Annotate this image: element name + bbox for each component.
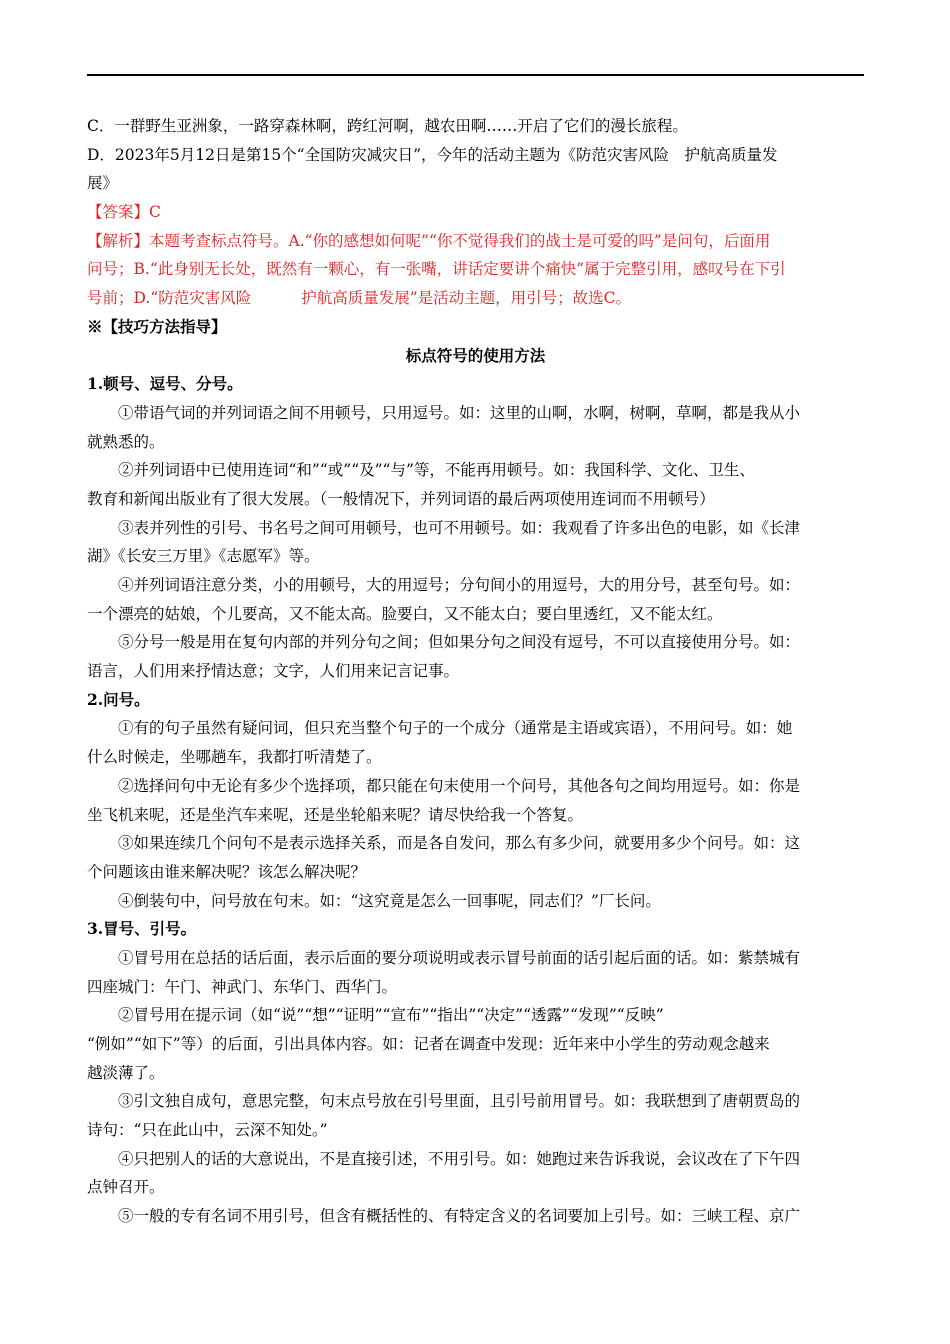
section-1-rule-2-line1: ②并列词语中已使用连词“和”“或”“及”“与”等，不能再用顿号。如：我国科学、文化、卫生、: [118, 461, 755, 480]
section-1-rule-4-line2: 一个漂亮的姑娘，个儿要高，又不能太高。脸要白，又不能太白；要白里透红，又不能太红。: [87, 604, 723, 623]
analysis-line3-part1: 号前；D.“防范灾害风险: [87, 289, 252, 308]
section-title: 标点符号的使用方法: [405, 345, 546, 365]
section-1-rule-5-line2: 语言，人们用来抒情达意；文字，人们用来记言记事。: [87, 662, 460, 681]
section-3-rule-2-line1: ②冒号用在提示词（如“说”“想”“证明”“宣布”“指出”“决定”“透露”“发现”“反映”: [118, 1006, 664, 1025]
option-d-line1: D．2023年5月12日是第15个“全国防灾减灾日”，今年的活动主题为《防范灾害风险 护航高质量发: [87, 145, 778, 164]
section-2-rule-4-line1: ④倒装句中，问号放在句末。如：“这究竟是怎么一回事呢，同志们？”厂长问。: [118, 891, 661, 910]
answer-value: C: [149, 203, 161, 222]
section-1-rule-4-line1: ④并列词语注意分类，小的用顿号，大的用逗号；分句间小的用逗号，大的用分号，甚至句号。如：: [118, 576, 801, 594]
answer-label: 【答案】: [87, 203, 150, 222]
option-c: C．一群野生亚洲象，一路穿森林啊，跨红河啊，越农田啊……开启了它们的漫长旅程。: [87, 117, 688, 135]
analysis-label: 【解析】: [87, 231, 150, 250]
guide-heading: ※【技巧方法指导】: [87, 316, 227, 336]
section-2-rule-2-line1: ②选择问句中无论有多少个选择项，都只能在句末使用一个问号，其他各句之间均用逗号。如：你是: [118, 776, 801, 795]
section-1-rule-3-line1: ③表并列性的引号、书名号之间可用顿号，也可不用顿号。如：我观看了许多出色的电影，如《长津: [118, 518, 801, 537]
analysis-line2: 问号；B.“此身别无长处，既然有一颗心，有一张嘴，讲话定要讲个痛快”属于完整引用，感叹号在下引: [87, 260, 786, 279]
section-3-heading: 3.冒号、引号。: [87, 919, 197, 939]
section-2-rule-1-line1: ①有的句子虽然有疑问词，但只充当整个句子的一个成分（通常是主语或宾语），不用问号。如：她: [118, 719, 793, 738]
section-1-rule-2-line2: 教育和新闻出版业有了很大发展。（一般情况下，并列词语的最后两项使用连词而不用顿号）: [87, 489, 715, 508]
section-3-rule-4-line2: 点钟召开。: [87, 1178, 165, 1197]
section-3-rule-3-line2: 诗句：“只在此山中，云深不知处。”: [87, 1121, 328, 1140]
section-1-rule-1-line2: 就熟悉的。: [87, 432, 165, 451]
section-2-heading: 2.问号。: [87, 689, 150, 709]
section-1-rule-1-line1: ①带语气词的并列词语之间不用顿号，只用逗号。如：这里的山啊，水啊，树啊，草啊，都是我从小: [118, 403, 801, 422]
option-d-line2: 展》: [87, 174, 119, 193]
section-2-rule-2-line2: 坐飞机来呢，还是坐汽车来呢，还是坐轮船来呢？请尽快给我一个答复。: [87, 805, 584, 824]
section-1-rule-5-line1: ⑤分号一般是用在复句内部的并列分句之间；但如果分句之间没有逗号，不可以直接使用分号。如：: [118, 633, 801, 652]
analysis-line1: [87, 227, 864, 256]
section-1-heading: 1.顿号、逗号、分号。: [87, 374, 243, 394]
section-3-rule-1-line2: 四座城门：午门、神武门、东华门、西华门。: [87, 977, 398, 996]
section-3-rule-2-line3: 越淡薄了。: [87, 1063, 165, 1082]
section-3-rule-2-line2: “例如”“如下”等）的后面，引出具体内容。如：记者在调查中发现：近年来中小学生的劳动观念越来: [87, 1035, 770, 1053]
analysis-text: 本题考查标点符号。A.“你的感想如何呢”“你不觉得我们的战士是可爱的吗”是问句，后面用: [149, 231, 771, 250]
section-3-rule-1-line1: ①冒号用在总括的话后面，表示后面的要分项说明或表示冒号前面的话引起后面的话。如：紫禁城有: [118, 948, 801, 967]
section-2-rule-3-line1: ③如果连续几个问句不是表示选择关系，而是各自发问，那么有多少问，就要用多少个问号。如：这: [118, 834, 801, 853]
section-2-rule-1-line2: 什么时候走，坐哪趟车，我都打听清楚了。: [87, 748, 382, 767]
section-3-rule-5-line1: ⑤一般的专有名词不用引号，但含有概括性的、有特定含义的名词要加上引号。如：三峡工程、京广: [118, 1207, 801, 1226]
analysis-line3-part2: 护航高质量发展”是活动主题，用引号；故选C。: [301, 289, 632, 308]
section-1-rule-3-line2: 湖》《长安三万里》《志愿军》等。: [87, 547, 320, 566]
section-3-rule-3-line1: ③引文独自成句，意思完整，句末点号放在引号里面，且引号前用冒号。如：我联想到了唐朝贾岛的: [118, 1092, 801, 1111]
section-2-rule-3-line2: 个问题该由谁来解决呢？该怎么解决呢？: [87, 862, 367, 881]
header-rule: [87, 74, 864, 76]
analysis-line3: [87, 284, 864, 313]
document-body: [87, 112, 864, 1231]
answer-line: [87, 198, 864, 227]
section-3-rule-4-line1: ④只把别人的话的大意说出，不是直接引述，不用引号。如：她跑过来告诉我说，会议改在了下午四: [118, 1149, 801, 1168]
